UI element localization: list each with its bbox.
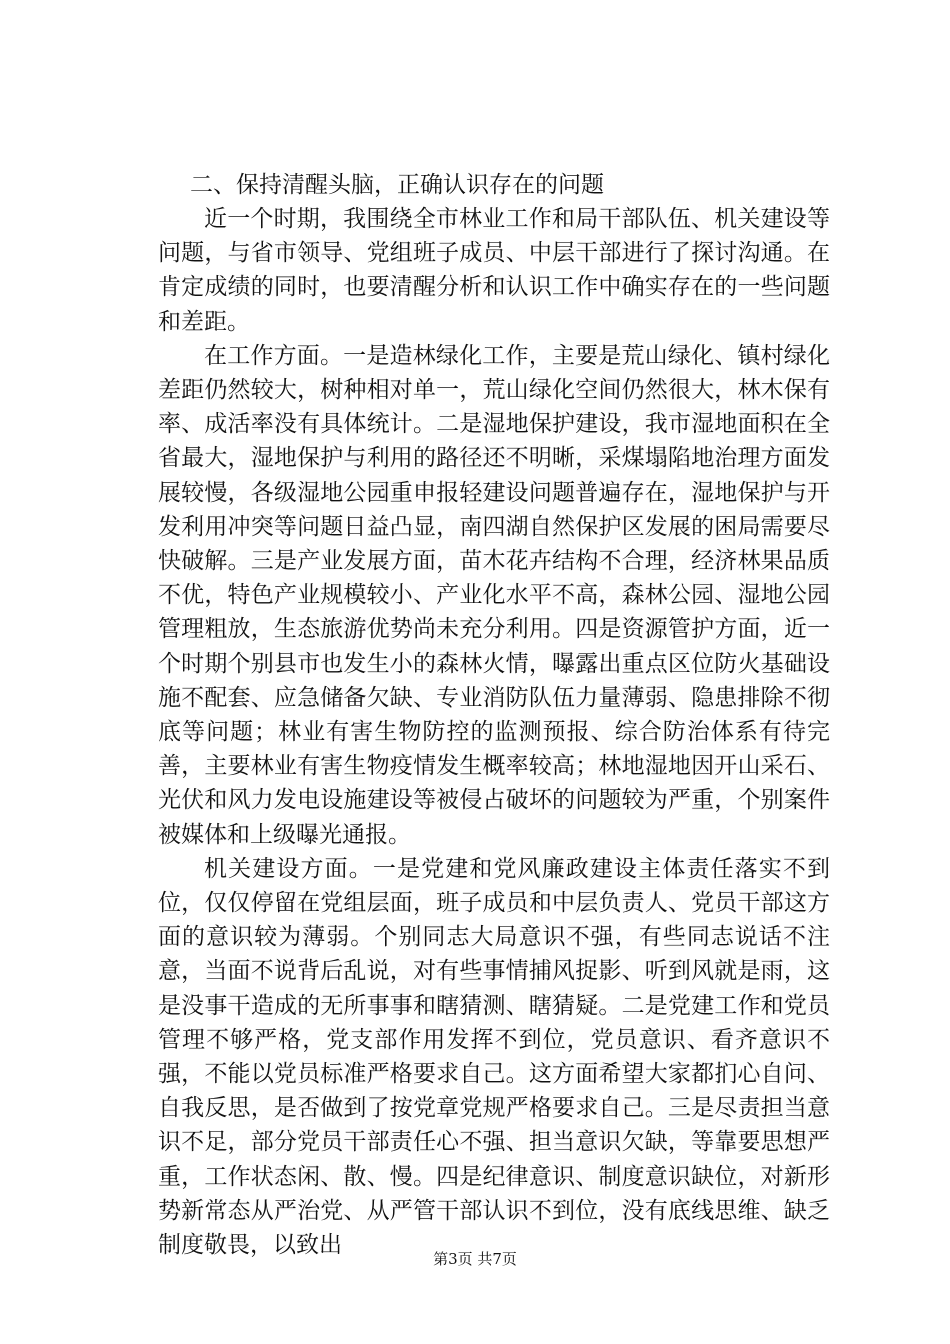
page-number: 第3页 共7页 xyxy=(433,1250,517,1268)
paragraph-work-aspects: 在工作方面。一是造林绿化工作，主要是荒山绿化、镇村绿化差距仍然较大，树种相对单一，荒山绿化空间仍然很大，林木保有率、成活率没有具体统计。二是湿地保护建设，我市湿地面积在全省最大，湿地保护与利用的路径还不明晰，采煤塌陷地治理方面发展较慢，各级湿地公园重申报轻建设问题普遍存在，湿地保护与开发利用冲突等问题日益凸显，南四湖自然保护区发展的困局需要尽快破解。三是产业发展方面，苗木花卉结构不合理，经济林果品质不优，特色产业规模较小、产业化水平不高，森林公园、湿地公园管理粗放，生态旅游优势尚未充分利用。四是资源管护方面，近一个时期个别县市也发生小的森林火情，曝露出重点区位防火基础设施不配套、应急储备欠缺、专业消防队伍力量薄弱、隐患排除不彻底等问题；林业有害生物防控的监测预报、综合防治体系有待完善，主要林业有害生物疫情发生概率较高；林地湿地因开山采石、光伏和风力发电设施建设等被侵占破坏的问题较为严重，个别案件被媒体和上级曝光通报。 xyxy=(158,342,830,848)
paragraph-organ-building: 机关建设方面。一是党建和党风廉政建设主体责任落实不到位，仅仅停留在党组层面，班子成员和中层负责人、党员干部这方面的意识较为薄弱。个别同志大局意识不强，有些同志说话不注意，当面不说背后乱说，对有些事情捕风捉影、听到风就是雨，这是没事干造成的无所事事和瞎猜测、瞎猜疑。二是党建工作和党员管理不够严格，党支部作用发挥不到位，党员意识、看齐意识不强，不能以党员标准严格要求自己。这方面希望大家都扪心自问、自我反思，是否做到了按党章党规严格要求自己。三是尽责担当意识不足，部分党员干部责任心不强、担当意识欠缺，等靠要思想严重，工作状态闲、散、慢。四是纪律意识、制度意识缺位，对新形势新常态从严治党、从严管干部认识不到位，没有底线思维、缺乏制度敬畏，以致出 xyxy=(158,855,830,1259)
section-heading: 二、保持清醒头脑，正确认识存在的问题 xyxy=(190,172,604,198)
document-body xyxy=(158,168,830,1262)
paragraph-intro: 近一个时期，我围绕全市林业工作和局干部队伍、机关建设等问题，与省市领导、党组班子成员、中层干部进行了探讨沟通。在肯定成绩的同时，也要清醒分析和认识工作中确实存在的一些问题和差距。 xyxy=(158,206,830,335)
page-footer xyxy=(0,1248,950,1270)
